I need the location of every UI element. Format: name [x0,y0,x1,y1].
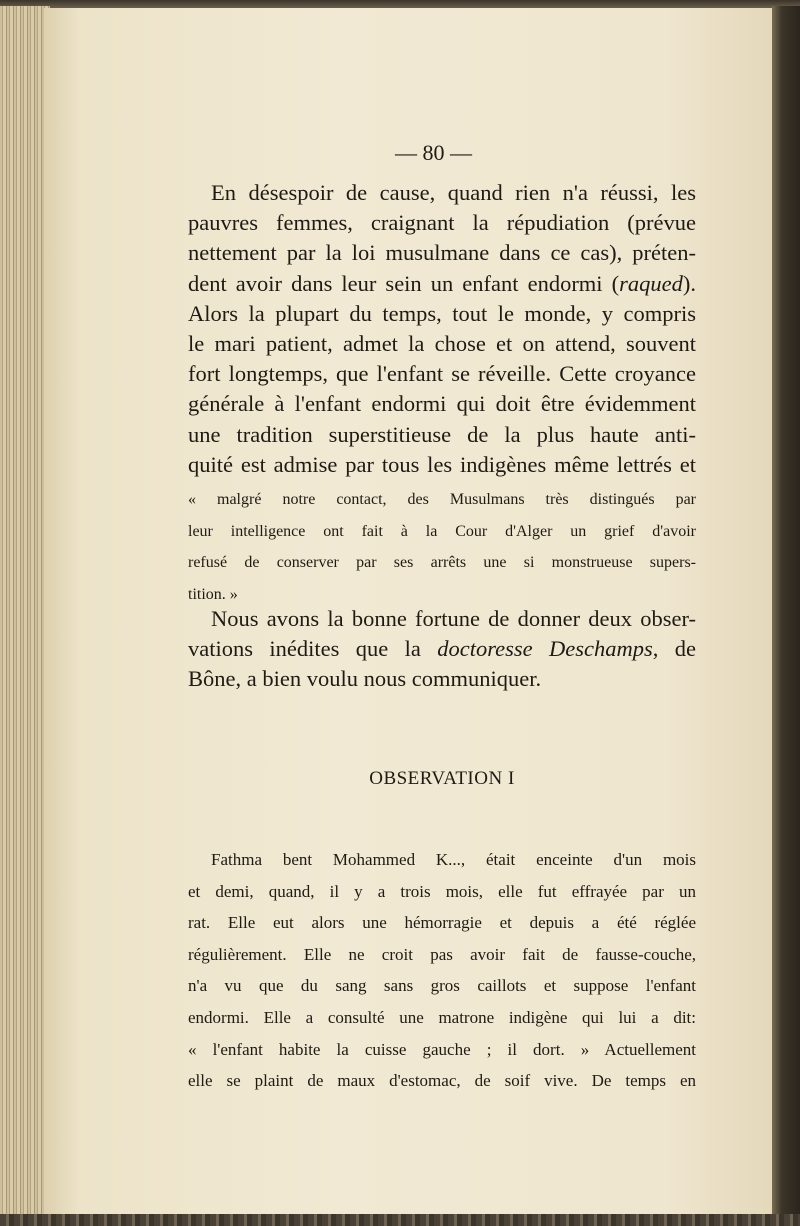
text-line: En désespoir de cause, quand rien n'a réussi, les [211,180,696,205]
paragraph-observations [188,604,696,695]
text-line: dent avoir dans leur sein un enfant endormi (raqued). [188,270,696,296]
text-line: régulièrement. Elle ne croit pas avoir fait de fausse-couche, [188,944,696,964]
page-number: — 80 — [395,140,472,165]
paragraph-intro [188,178,696,480]
text-line: pauvres femmes, craignant la répudiation (prévue [188,210,696,236]
text-line: Alors la plupart du temps, tout le monde, y compris [188,300,696,326]
text-line: refusé de conserver par ses arrêts une si monstrueuse supers- [188,554,696,572]
book-spine [772,6,800,1216]
italic-name: doctoresse Deschamps [437,636,653,662]
book-bottom-edge [0,1214,800,1226]
italic-term: raqued [619,270,683,296]
text-line: vations inédites que la doctoresse Deschamps, de [188,636,696,662]
text-line: endormi. Elle a consulté une matrone indigène qui lui a dit: [188,1007,696,1027]
text-line: leur intelligence ont fait à la Cour d'Alger un grief d'avoir [188,522,696,540]
observation-title: OBSERVATION I [369,768,515,789]
page-stack-edge [0,6,50,1216]
text-line: Fathma bent Mohammed K..., était enceinte d'un mois [211,850,696,869]
text-line: « malgré notre contact, des Musulmans très distingués par [188,491,696,508]
paragraph-case [188,844,696,1097]
text-line: Nous avons la bonne fortune de donner deux obser- [211,606,696,631]
text-line: le mari patient, admet la chose et on attend, souvent [188,331,696,357]
text-line: nettement par la loi musulmane dans ce cas), préten- [188,240,696,266]
text-line: « l'enfant habite la cuisse gauche ; il dort. » Actuellement [188,1039,696,1059]
text-line: Bône, a bien voulu nous communiquer. [188,666,542,692]
text-line: quité est admise par tous les indigènes même lettrés et [188,451,696,477]
text-line: une tradition superstitieuse de la plus haute anti- [188,421,696,447]
book-top-edge [0,0,800,8]
text-line: et demi, quand, il y a trois mois, elle fut effrayée par un [188,881,696,901]
text-line: n'a vu que du sang sans gros caillots et suppose l'enfant [188,976,696,996]
text-line: fort longtemps, que l'enfant se réveille. Cette croyance [188,361,696,387]
text-line: elle se plaint de maux d'estomac, de soif vive. De temps en [188,1071,696,1091]
text-line: tition. » [188,585,238,603]
paragraph-quote [188,484,696,610]
text-line: rat. Elle eut alors une hémorragie et depuis a été réglée [188,913,696,933]
text-line: générale à l'enfant endormi qui doit être évidemment [188,391,696,417]
